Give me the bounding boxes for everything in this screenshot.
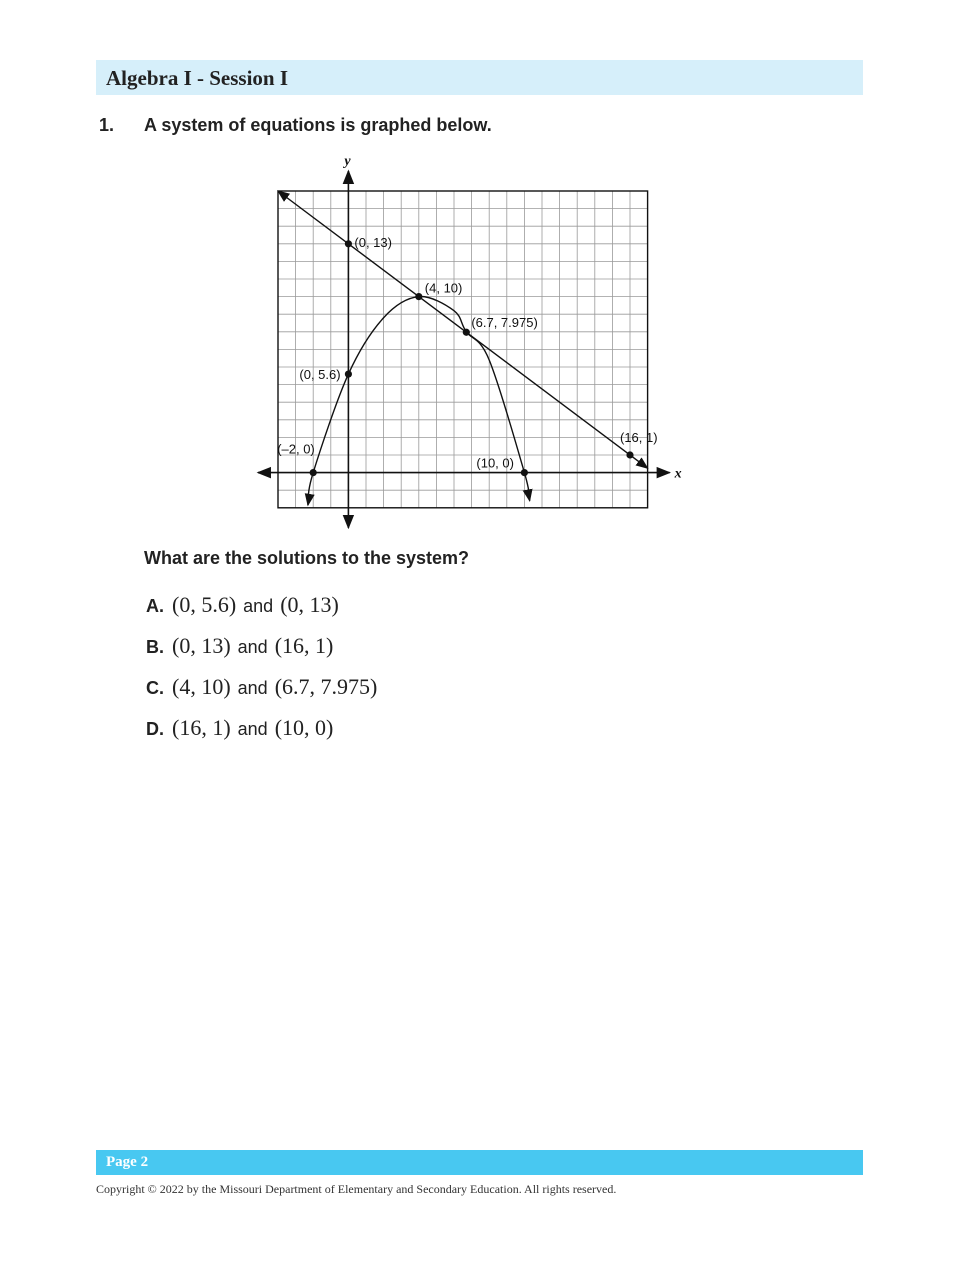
- choice-joiner: and: [237, 637, 268, 657]
- choice-letter: B.: [146, 637, 164, 657]
- choice-letter: A.: [146, 596, 164, 616]
- point-label: (0, 5.6): [299, 367, 341, 383]
- choice-letter: D.: [146, 719, 164, 739]
- answer-choices: [146, 592, 377, 756]
- choice-second-point: (0, 13): [280, 592, 339, 617]
- point-label: (10, 0): [476, 455, 514, 471]
- session-header: [96, 60, 863, 95]
- choice-second-point: (16, 1): [274, 633, 334, 658]
- choice-b[interactable]: [146, 633, 377, 674]
- point-label: (0, 13): [354, 234, 392, 250]
- choice-d[interactable]: [146, 715, 377, 756]
- y-axis-label: y: [344, 154, 351, 169]
- page-footer: [96, 1150, 863, 1175]
- point-label: (6.7, 7.975): [471, 315, 538, 331]
- linear-equation-line: [278, 191, 648, 468]
- choice-joiner: and: [237, 678, 268, 698]
- choice-joiner: and: [237, 719, 268, 739]
- choice-second-point: (10, 0): [274, 715, 334, 740]
- solution-point: [345, 240, 352, 247]
- point-label: (16, 1): [620, 430, 658, 445]
- question-number: 1.: [99, 115, 115, 135]
- point-label: (4, 10): [424, 280, 463, 296]
- choice-first-point: (0, 13): [172, 633, 231, 658]
- choice-first-point: (16, 1): [172, 715, 231, 740]
- choice-joiner: and: [243, 596, 274, 616]
- choice-second-point: (6.7, 7.975): [274, 674, 378, 699]
- choice-first-point: (0, 5.6): [172, 592, 237, 617]
- choice-letter: C.: [146, 678, 164, 698]
- question-text: A system of equations is graphed below.: [144, 115, 492, 135]
- solution-point: [463, 329, 470, 336]
- choice-c[interactable]: [146, 674, 377, 715]
- page-number: Page 2: [106, 1154, 149, 1170]
- choice-a[interactable]: [146, 592, 377, 633]
- point-label: (–2, 0): [277, 441, 315, 457]
- copyright-notice: Copyright © 2022 by the Missouri Department of Elementary and Secondary Education. All rights reserved.: [96, 1182, 617, 1196]
- solution-point: [345, 370, 352, 377]
- question-prompt: What are the solutions to the system?: [144, 548, 470, 568]
- solution-point: [310, 469, 317, 476]
- solution-point: [521, 469, 528, 476]
- session-title: Algebra I - Session I: [106, 66, 289, 90]
- graph-svg: [250, 150, 690, 535]
- solution-point: [626, 451, 633, 458]
- choice-first-point: (4, 10): [172, 674, 231, 699]
- x-axis-label: x: [674, 466, 682, 482]
- system-graph: [250, 150, 690, 535]
- solution-point: [415, 293, 422, 300]
